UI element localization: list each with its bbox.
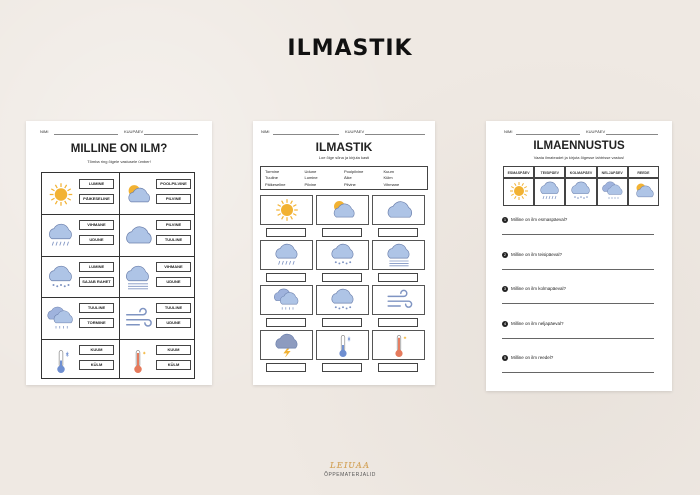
worksheet-ilmaennustus[interactable] xyxy=(486,121,672,391)
answer-input-box[interactable] xyxy=(266,363,306,372)
name-label: NIMI xyxy=(261,129,270,134)
question-number: 3 xyxy=(503,286,507,291)
sheet-subtitle: Tõmba ring õigele vastusele ümber! xyxy=(87,159,151,164)
answer-input-box[interactable] xyxy=(266,273,306,282)
answer-input-box[interactable] xyxy=(322,228,362,237)
answer-input-box[interactable] xyxy=(378,273,418,282)
grid-divider xyxy=(42,214,194,215)
date-label: KUUPÄEV xyxy=(345,129,365,134)
sheet-header xyxy=(261,129,421,137)
word-bank-item: Päikeseline xyxy=(265,181,286,187)
answer-option[interactable]: VIHMANE xyxy=(79,220,114,230)
question-text: Milline on ilm reedel? xyxy=(511,355,554,360)
sun-icon xyxy=(46,182,76,212)
word-bank-item: Külm xyxy=(383,175,393,181)
drizzle-cloud-icon xyxy=(272,288,302,317)
answer-option[interactable]: KUUM xyxy=(79,345,114,355)
cloud-icon xyxy=(384,198,414,227)
answer-option[interactable]: POOLPILVINE xyxy=(156,179,191,189)
word-bank-item: Poolpilvine xyxy=(344,169,364,174)
partly-cloudy-icon xyxy=(328,198,358,227)
cold-thermometer-icon xyxy=(46,348,76,378)
partly-cloudy-icon xyxy=(123,182,153,212)
question-text: Milline on ilm esmaspäeval? xyxy=(511,217,568,222)
sheet-header xyxy=(40,129,198,137)
word-bank-item: Pilvine xyxy=(344,181,356,187)
page-title: ILMASTIK xyxy=(287,36,413,61)
date-label: KUUPÄEV xyxy=(124,129,144,134)
cloud-icon xyxy=(123,223,153,253)
answer-input-box[interactable] xyxy=(322,273,362,282)
answer-option[interactable]: KÜLM xyxy=(79,360,114,370)
grid-divider xyxy=(42,297,194,298)
name-line xyxy=(273,134,339,135)
question-row xyxy=(502,321,654,339)
answer-option[interactable]: LUMINE xyxy=(79,262,114,272)
answer-input-box[interactable] xyxy=(378,318,418,327)
snow-cloud-icon xyxy=(328,243,358,272)
word-bank-item: Kuum xyxy=(383,169,394,174)
drizzle-cloud-icon xyxy=(46,306,76,336)
day-header: TEISIPÄEV xyxy=(534,166,565,178)
name-line xyxy=(54,134,118,135)
rain-icon xyxy=(538,180,562,207)
question-list xyxy=(486,217,672,387)
answer-option[interactable]: TORMINE xyxy=(79,318,114,328)
sun-icon xyxy=(272,198,302,227)
answer-option[interactable]: TUULINE xyxy=(156,235,191,245)
answer-input-box[interactable] xyxy=(378,363,418,372)
word-bank xyxy=(260,166,428,190)
grid-divider xyxy=(119,173,120,378)
name-label: NIMI xyxy=(40,129,49,134)
brand-subtitle: ÕPPEMATERJALID xyxy=(324,472,376,478)
word-bank-item: Tormine xyxy=(265,169,280,174)
answer-input-box[interactable] xyxy=(322,318,362,327)
date-line xyxy=(144,134,198,135)
question-row xyxy=(502,286,654,304)
forecast-table xyxy=(503,166,659,208)
snow-cloud-icon xyxy=(569,180,593,207)
sheet-title: ILMAENNUSTUS xyxy=(533,140,625,152)
name-line xyxy=(516,134,580,135)
answer-option[interactable]: UDUNE xyxy=(79,235,114,245)
day-header: KOLMAPÄEV xyxy=(565,166,596,178)
cold-thermometer-icon xyxy=(328,333,358,362)
weather-choice-grid xyxy=(41,172,195,379)
sheet-subtitle: Vaata ilmateadet ja kirjuta õigesse lahtrisse vastus! xyxy=(533,155,625,160)
weather-write-grid xyxy=(260,195,428,375)
question-number: 5 xyxy=(503,355,507,360)
word-bank-item: Udune xyxy=(304,169,317,174)
answer-option[interactable]: PILVINE xyxy=(156,194,191,204)
answer-line[interactable] xyxy=(502,234,654,235)
answer-option[interactable]: UDUNE xyxy=(156,277,191,287)
answer-option[interactable]: UDUNE xyxy=(156,318,191,328)
hail-cloud-icon xyxy=(328,288,358,317)
name-label: NIMI xyxy=(504,129,513,134)
worksheet-milline-on-ilm[interactable] xyxy=(26,121,212,385)
grid-divider xyxy=(42,256,194,257)
answer-option[interactable]: SAJAB RAHET xyxy=(79,277,114,287)
word-bank-item: Tuuline xyxy=(265,175,278,181)
worksheet-ilmastik[interactable] xyxy=(253,121,435,385)
sheet-title: MILLINE ON ILM? xyxy=(70,143,168,155)
question-number: 2 xyxy=(503,251,507,257)
question-row xyxy=(502,252,654,270)
snow-cloud-icon xyxy=(46,265,76,295)
hot-thermometer-icon xyxy=(384,333,414,362)
word-bank-item: Vihmane xyxy=(383,181,400,187)
answer-option[interactable]: TUULINE xyxy=(79,303,114,313)
answer-option[interactable]: TUULINE xyxy=(156,303,191,313)
partly-cloudy-icon xyxy=(632,180,656,207)
question-text: Milline on ilm teisipäeval? xyxy=(511,251,563,257)
fog-cloud-icon xyxy=(123,265,153,295)
rain-icon xyxy=(272,243,302,272)
answer-line[interactable] xyxy=(502,303,654,304)
fog-cloud-icon xyxy=(384,243,414,272)
wind-icon xyxy=(384,288,414,317)
rain-icon xyxy=(46,223,76,253)
word-bank-item: Pilvine xyxy=(304,181,317,187)
drizzle-cloud-icon xyxy=(601,180,625,207)
day-header: NELJAPÄEV xyxy=(597,166,628,178)
answer-option[interactable]: KÜLM xyxy=(156,360,191,370)
answer-option[interactable]: VIHMANE xyxy=(156,262,191,272)
hot-thermometer-icon xyxy=(123,348,153,378)
word-bank-item: Lumine xyxy=(304,175,318,181)
answer-input-box[interactable] xyxy=(266,228,306,237)
day-header: REEDE xyxy=(628,166,659,178)
sun-icon xyxy=(507,180,531,207)
wind-icon xyxy=(123,306,153,336)
sheet-title: ILMASTIK xyxy=(315,140,373,154)
answer-option[interactable]: KUUM xyxy=(156,345,191,355)
question-row xyxy=(502,217,654,235)
grid-divider xyxy=(42,339,194,340)
answer-input-box[interactable] xyxy=(378,228,418,237)
question-text: Milline on ilm kolmapäeval? xyxy=(511,286,567,291)
question-number: 1 xyxy=(503,217,507,222)
answer-line[interactable] xyxy=(502,372,654,373)
answer-line[interactable] xyxy=(502,338,654,339)
sheet-header xyxy=(500,129,658,137)
question-row xyxy=(502,355,654,373)
date-line xyxy=(365,134,425,135)
date-label: KUUPÄEV xyxy=(586,129,606,134)
answer-option[interactable]: LUMINE xyxy=(79,179,114,189)
sheet-subtitle: Loe õige sõna ja kirjuta kasti xyxy=(318,155,370,160)
answer-input-box[interactable] xyxy=(266,318,306,327)
date-line xyxy=(606,134,658,135)
brand-logo: ʟᴇɪᴜᴀᴀ xyxy=(329,458,371,471)
question-text: Milline on ilm neljapäeval? xyxy=(511,320,564,326)
answer-input-box[interactable] xyxy=(322,363,362,372)
word-bank-item: Äike xyxy=(344,175,352,181)
answer-line[interactable] xyxy=(502,269,654,270)
day-header: ESMASPÄEV xyxy=(503,166,534,178)
answer-option[interactable]: PÄIKESELINE xyxy=(79,194,114,204)
storm-cloud-icon xyxy=(272,333,302,362)
answer-option[interactable]: PILVINE xyxy=(156,220,191,230)
question-number: 4 xyxy=(503,320,507,326)
